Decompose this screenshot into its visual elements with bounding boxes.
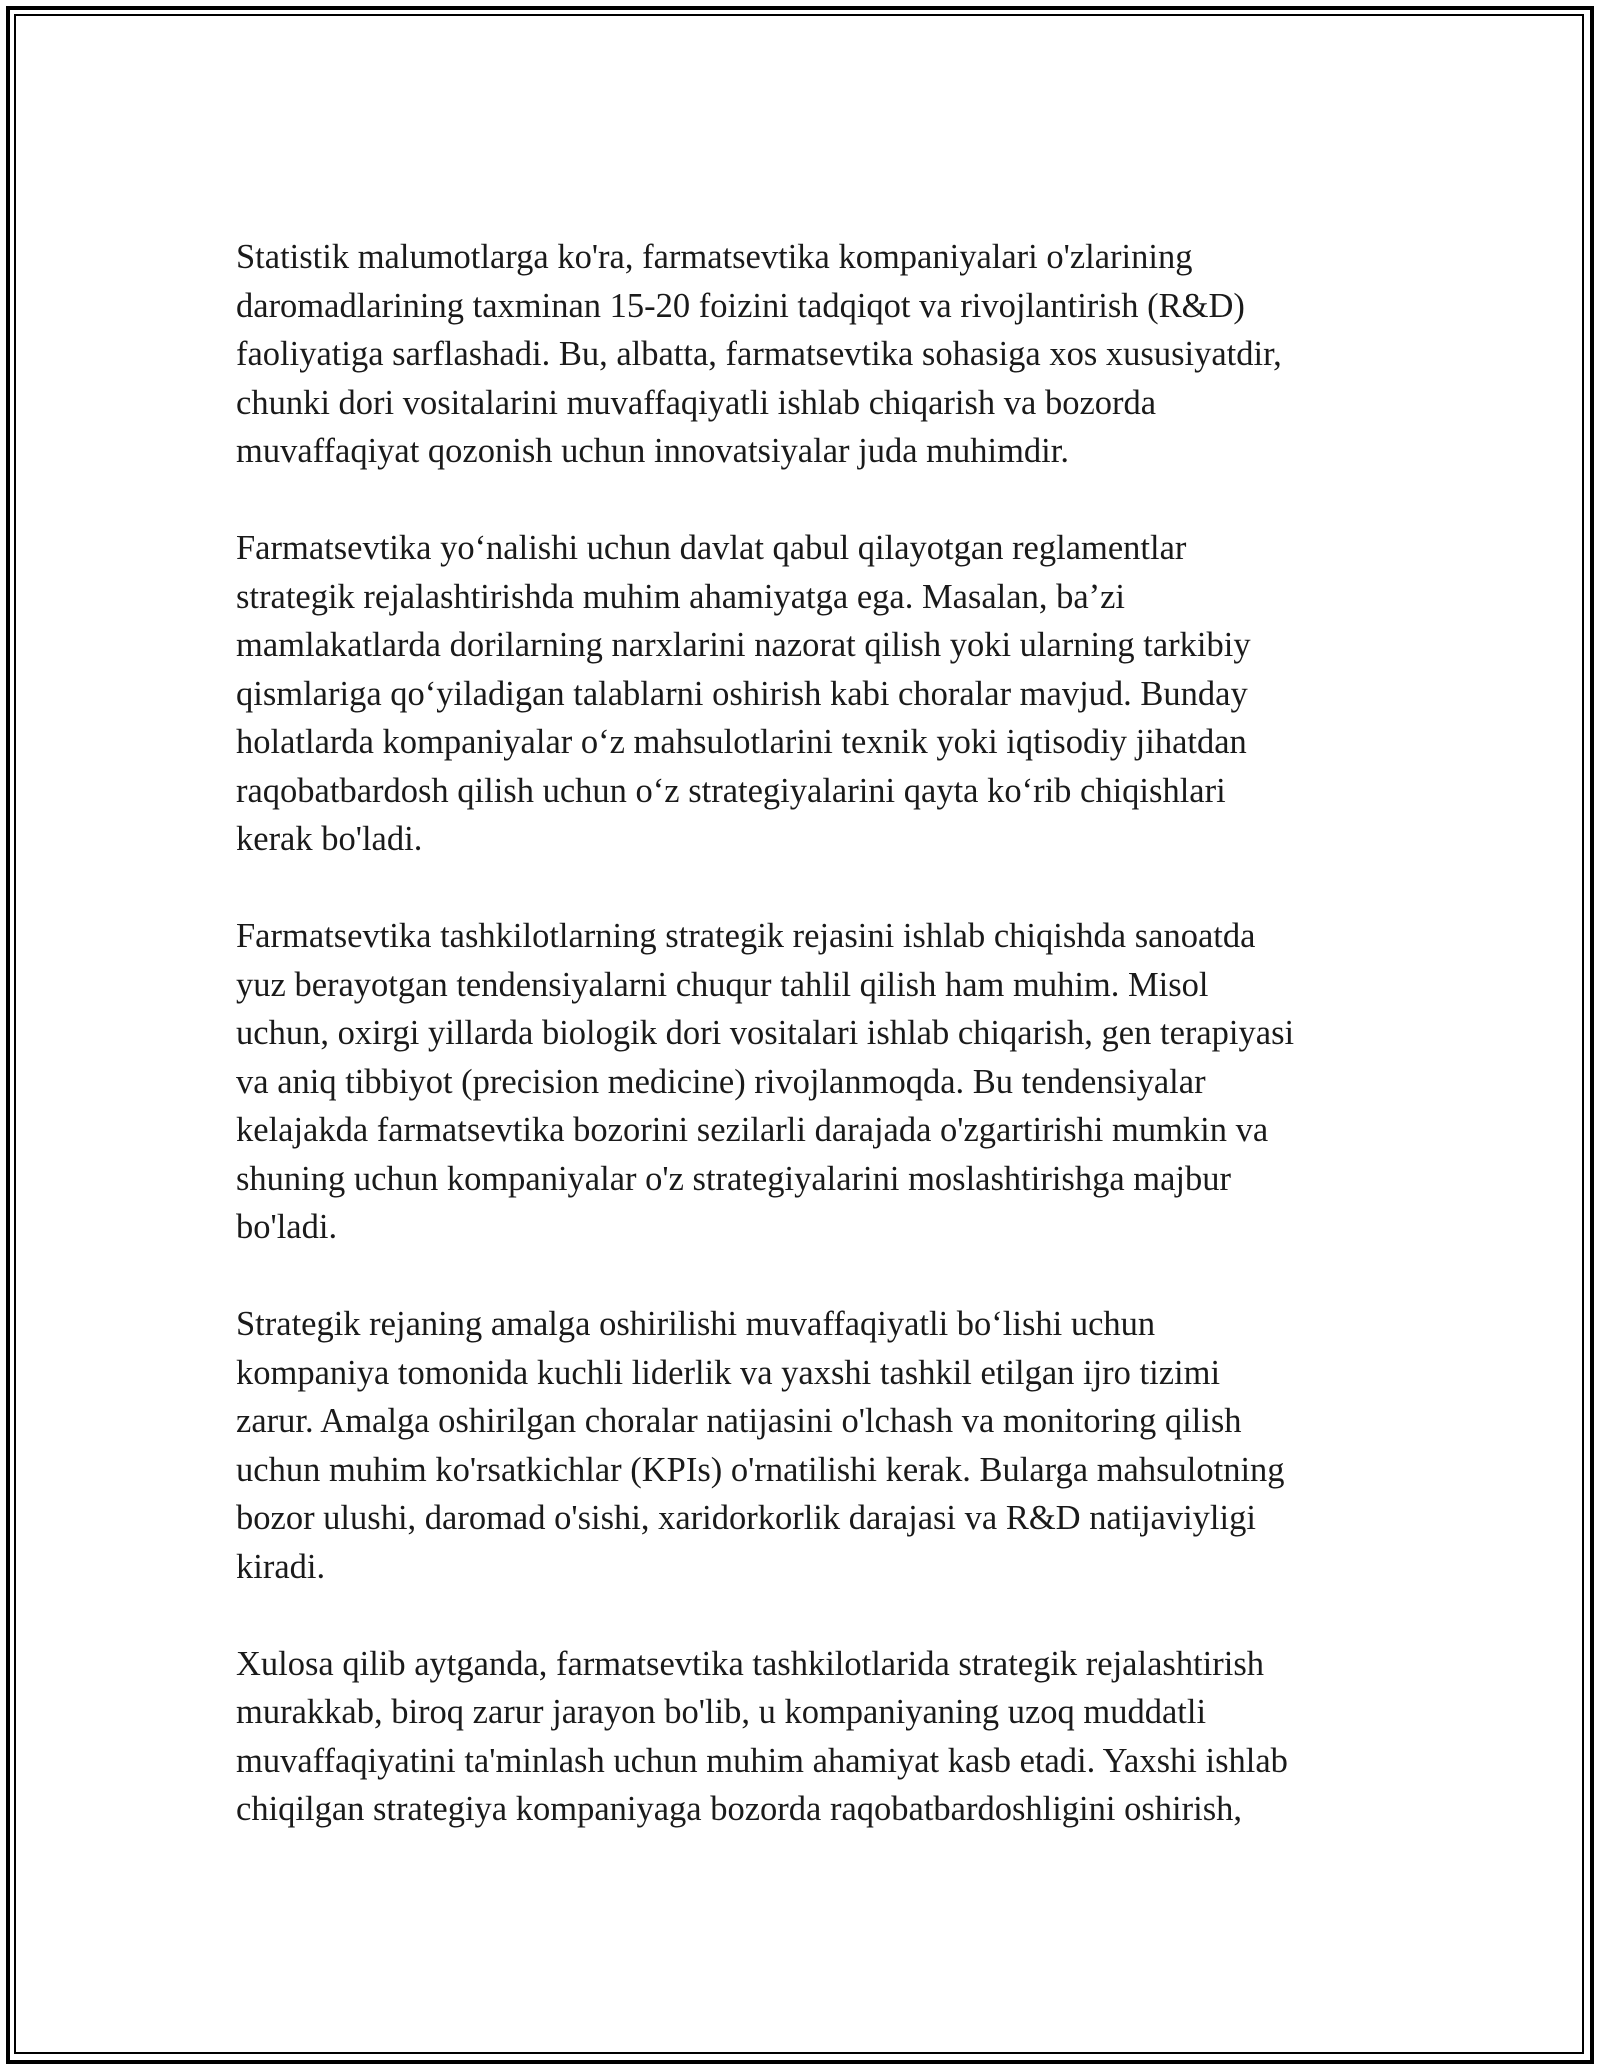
paragraph-rd-spending: Statistik malumotlarga ko'ra, farmatsevtika kompaniyalari o'zlarining daromadlarining taxminan 15-20 foizini tadqiqot va rivojlantirish (R&D) faoliyatiga sarflashadi. Bu, albatta, farmatsevtika sohasiga xos xususiyatdir, chunki dori vositalarini muvaffaqiyatli ishlab chiqarish va bozorda muvaffaqiyat qozonish uchun innovatsiyalar juda muhimdir. xyxy=(236,238,1282,470)
document-body xyxy=(236,233,1366,1882)
paragraph-implementation: Strategik rejaning amalga oshirilishi muvaffaqiyatli boʻlishi uchun kompaniya tomonida kuchli liderlik va yaxshi tashkil etilgan ijro tizimi zarur. Amalga oshirilgan choralar natijasini o'lchash va monitoring qilish uchun muhim ko'rsatkichlar (KPIs) o'rnatilishi kerak. Bularga mahsulotning bozor ulushi, daromad o'sishi, xaridorkorlik darajasi va R&D natijaviyligi kiradi. xyxy=(236,1305,1285,1586)
paragraph-industry-trends: Farmatsevtika tashkilotlarning strategik rejasini ishlab chiqishda sanoatda yuz berayotgan tendensiyalarni chuqur tahlil qilish ham muhim. Misol uchun, oxirgi yillarda biologik dori vositalari ishlab chiqarish, gen terapiyasi va aniq tibbiyot (precision medicine) rivojlanmoqda. Bu tendensiyalar kelajakda farmatsevtika bozorini sezilarli darajada o'zgartirishi mumkin va shuning uchun kompaniyalar o'z strategiyalarini moslashtirishga majbur bo'ladi. xyxy=(236,917,1295,1246)
paragraph-regulations: Farmatsevtika yoʻnalishi uchun davlat qabul qilayotgan reglamentlar strategik rejalashtirishda muhim ahamiyatga ega. Masalan, baʼzi mamlakatlarda dorilarning narxlarini nazorat qilish yoki ularning tarkibiy qismlariga qoʻyiladigan talablarni oshirish kabi choralar mavjud. Bunday holatlarda kompaniyalar oʻz mahsulotlarini texnik yoki iqtisodiy jihatdan raqobatbardosh qilish uchun oʻz strategiyalarini qayta koʻrib chiqishlari kerak bo'ladi. xyxy=(236,529,1251,858)
paragraph-conclusion: Xulosa qilib aytganda, farmatsevtika tashkilotlarida strategik rejalashtirish murakkab, biroq zarur jarayon bo'lib, u kompaniyaning uzoq muddatli muvaffaqiyatini ta'minlash uchun muhim ahamiyat kasb etadi. Yaxshi ishlab chiqilgan strategiya kompaniyaga bozorda raqobatbardoshligini oshirish, xyxy=(236,1644,1288,1828)
